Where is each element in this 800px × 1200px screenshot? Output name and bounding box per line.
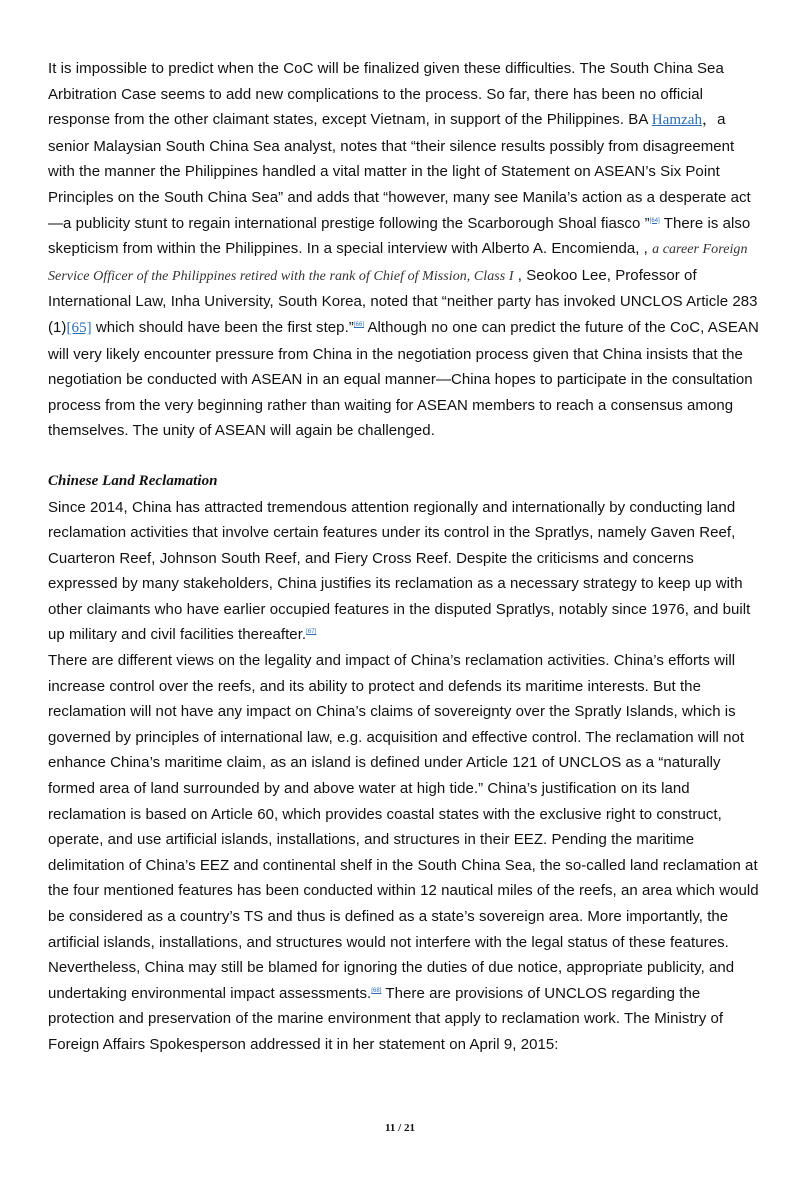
paragraph-text: Since 2014, China has attracted tremendous attention regionally and internationally by conducting land reclamation activities that involve certain features under its control in the Spratlys, namely Gaven Reef, Cuarteron Reef, Johnson South Reef, and Fiery Cross Reef. Despite the criticisms and concerns expressed by many stakeholders, China justifies its reclamation as a necessary strategy to keep up with other claimants who have earlier occupied features in the disputed Spratlys, notably since 1976, and built up military and civil facilities thereafter. xyxy=(48,498,751,644)
document-body xyxy=(48,56,760,1058)
paragraph-coc xyxy=(48,56,760,444)
footnote-ref-66[interactable]: [66] xyxy=(353,321,365,328)
paragraph-text: ，a senior Malaysian South China Sea analyst, notes that “their silence results possibly from disagreement with the manner the Philippines handled a vital matter in the light of Statement on ASEAN’s Six Point Principles on the South China Sea” and adds that “however, many see Manila’s action as a desperate act—a publicity stunt to regain international prestige following the Scarborough Shoal fiasco ” xyxy=(48,111,751,232)
footnote-link-65[interactable]: [65] xyxy=(66,319,92,336)
paragraph-legality xyxy=(48,648,760,1058)
paragraph-spacer xyxy=(48,444,760,469)
footnote-ref-67[interactable]: [67] xyxy=(306,629,317,636)
paragraph-text: It is impossible to predict when the CoC will be finalized given these difficulties. The South China Sea Arbitration Case seems to add new complications to the process. So far, there has been no official response from the other claimant states, except Vietnam, in support of the Philippines. BA xyxy=(48,60,724,129)
italic-description: a career Foreign Service Officer of the Philippines retired with the rank of Chief of Mission, Class I xyxy=(48,242,748,284)
author-link-hamzah[interactable]: Hamzah xyxy=(651,112,703,129)
paragraph-reclamation-intro xyxy=(48,495,760,649)
paragraph-text: There is also skepticism from within the Philippines. In a special interview with Alberto A. Encomienda, , xyxy=(48,214,751,258)
footnote-ref-64[interactable]: [64] xyxy=(649,217,660,224)
section-heading: Chinese Land Reclamation xyxy=(48,472,218,489)
paragraph-text: Although no one can predict the future of the CoC, ASEAN will very likely encounter pressure from China in the negotiation process given that China insists that the negotiation be conducted with ASEAN in an equal manner—China hopes to participate in the consultation process from the very beginning rather than waiting for ASEAN members to reach a consensus among themselves. The unity of ASEAN will again be challenged. xyxy=(48,318,759,440)
paragraph-text: , Seokoo Lee, Professor of International Law, Inha University, South Korea, noted that “neither party has invoked UNCLOS Article 283 (1) xyxy=(48,266,758,336)
page-number: 11 / 21 xyxy=(385,1122,415,1134)
paragraph-text: There are provisions of UNCLOS regarding the protection and preservation of the marine environment that apply to reclamation work. The Ministry of Foreign Affairs Spokesperson addressed it in her statement on April 9, 2015: xyxy=(48,984,724,1053)
paragraph-text: There are different views on the legality and impact of China’s reclamation activities. China’s efforts will increase control over the reefs, and its ability to protect and defends its maritime interests. But the reclamation will not have any impact on China’s claims of sovereignty over the Spratly Islands, which is governed by principles of international law, e.g. acquisition and effective control. The reclamation will not enhance China’s maritime claim, as an island is defined under Article 121 of UNCLOS as a “naturally formed area of land surrounded by and above water at high tide.” China’s justification on its land reclamation is based on Article 60, which provides coastal states with the exclusive right to construct, operate, and use artificial islands, installations, and structures in their EEZ. Pending the maritime delimitation of China’s EEZ and continental shelf in the South China Sea, the so-called land reclamation at the four mentioned features has been conducted within 12 nautical miles of the reefs, an area which would be considered as a country’s TS and thus is defined as a state’s sovereign area. More importantly, the artificial islands, installations, and structures would not interfere with the legal status of these features. Nevertheless, China may still be blamed for ignoring the duties of due notice, appropriate publicity, and undertaking environmental impact assessments. xyxy=(48,652,759,1002)
paragraph-text: which should have been the first step.” xyxy=(91,318,354,336)
footnote-ref-68[interactable]: [68] xyxy=(371,987,382,994)
